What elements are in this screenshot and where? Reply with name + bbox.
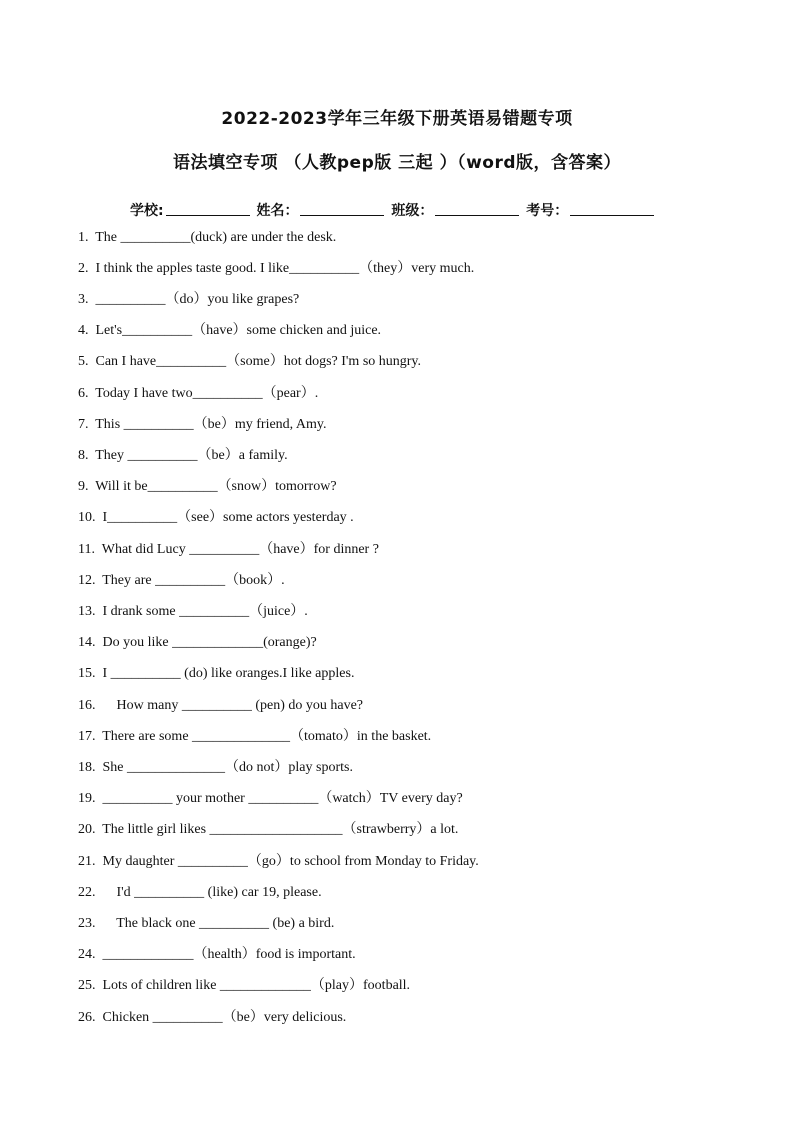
exam-number-blank[interactable]	[570, 201, 654, 216]
question-item: 5. Can I have__________（some）hot dogs? I'm so hungry.	[78, 354, 422, 369]
exam-number-label: 考号：	[526, 203, 569, 219]
page-subtitle: 语法填空专项 （人教pep版 三起 ）（word版，含答案）	[172, 153, 622, 173]
school-blank[interactable]	[166, 201, 250, 216]
page-title: 2022-2023学年三年级下册英语易错题专项	[221, 109, 573, 129]
name-label: 姓名：	[256, 203, 299, 219]
question-item: 1. The __________(duck) are under the desk.	[78, 230, 337, 245]
question-item: 16. How many __________ (pen) do you have?	[78, 698, 364, 713]
name-blank[interactable]	[300, 201, 384, 216]
question-item: 8. They __________（be）a family.	[78, 448, 288, 463]
question-item: 26. Chicken __________（be）very delicious.	[78, 1010, 347, 1025]
class-label: 班级：	[391, 203, 434, 219]
question-item: 20. The little girl likes ___________________（strawberry）a lot.	[78, 822, 459, 837]
question-item: 14. Do you like _____________(orange)?	[78, 635, 317, 650]
school-label: 学校:	[130, 203, 164, 219]
question-item: 13. I drank some __________（juice）.	[78, 604, 308, 619]
question-item: 12. They are __________（book）.	[78, 573, 285, 588]
question-item: 19. __________ your mother __________（watch）TV every day?	[78, 791, 463, 806]
question-item: 24. _____________（health）food is important.	[78, 947, 356, 962]
question-item: 6. Today I have two__________（pear）.	[78, 386, 319, 401]
question-item: 4. Let's__________（have）some chicken and juice.	[78, 323, 382, 338]
student-info-row	[130, 200, 690, 220]
question-item: 21. My daughter __________（go）to school from Monday to Friday.	[78, 854, 479, 869]
question-item: 10. I__________（see）some actors yesterday .	[78, 510, 354, 525]
question-item: 3. __________（do）you like grapes?	[78, 292, 300, 307]
question-item: 11. What did Lucy __________（have）for dinner ?	[78, 542, 379, 557]
question-item: 18. She ______________（do not）play sports.	[78, 760, 353, 775]
question-item: 7. This __________（be）my friend, Amy.	[78, 417, 327, 432]
question-item: 2. I think the apples taste good. I like__________（they）very much.	[78, 261, 475, 276]
question-item: 17. There are some ______________（tomato）in the basket.	[78, 729, 432, 744]
question-item: 23. The black one __________ (be) a bird.	[78, 916, 335, 931]
class-blank[interactable]	[435, 201, 519, 216]
question-item: 9. Will it be__________（snow）tomorrow?	[78, 479, 337, 494]
question-item: 15. I __________ (do) like oranges.I like apples.	[78, 666, 355, 681]
question-item: 25. Lots of children like _____________（play）football.	[78, 978, 411, 993]
question-item: 22. I'd __________ (like) car 19, please.	[78, 885, 322, 900]
